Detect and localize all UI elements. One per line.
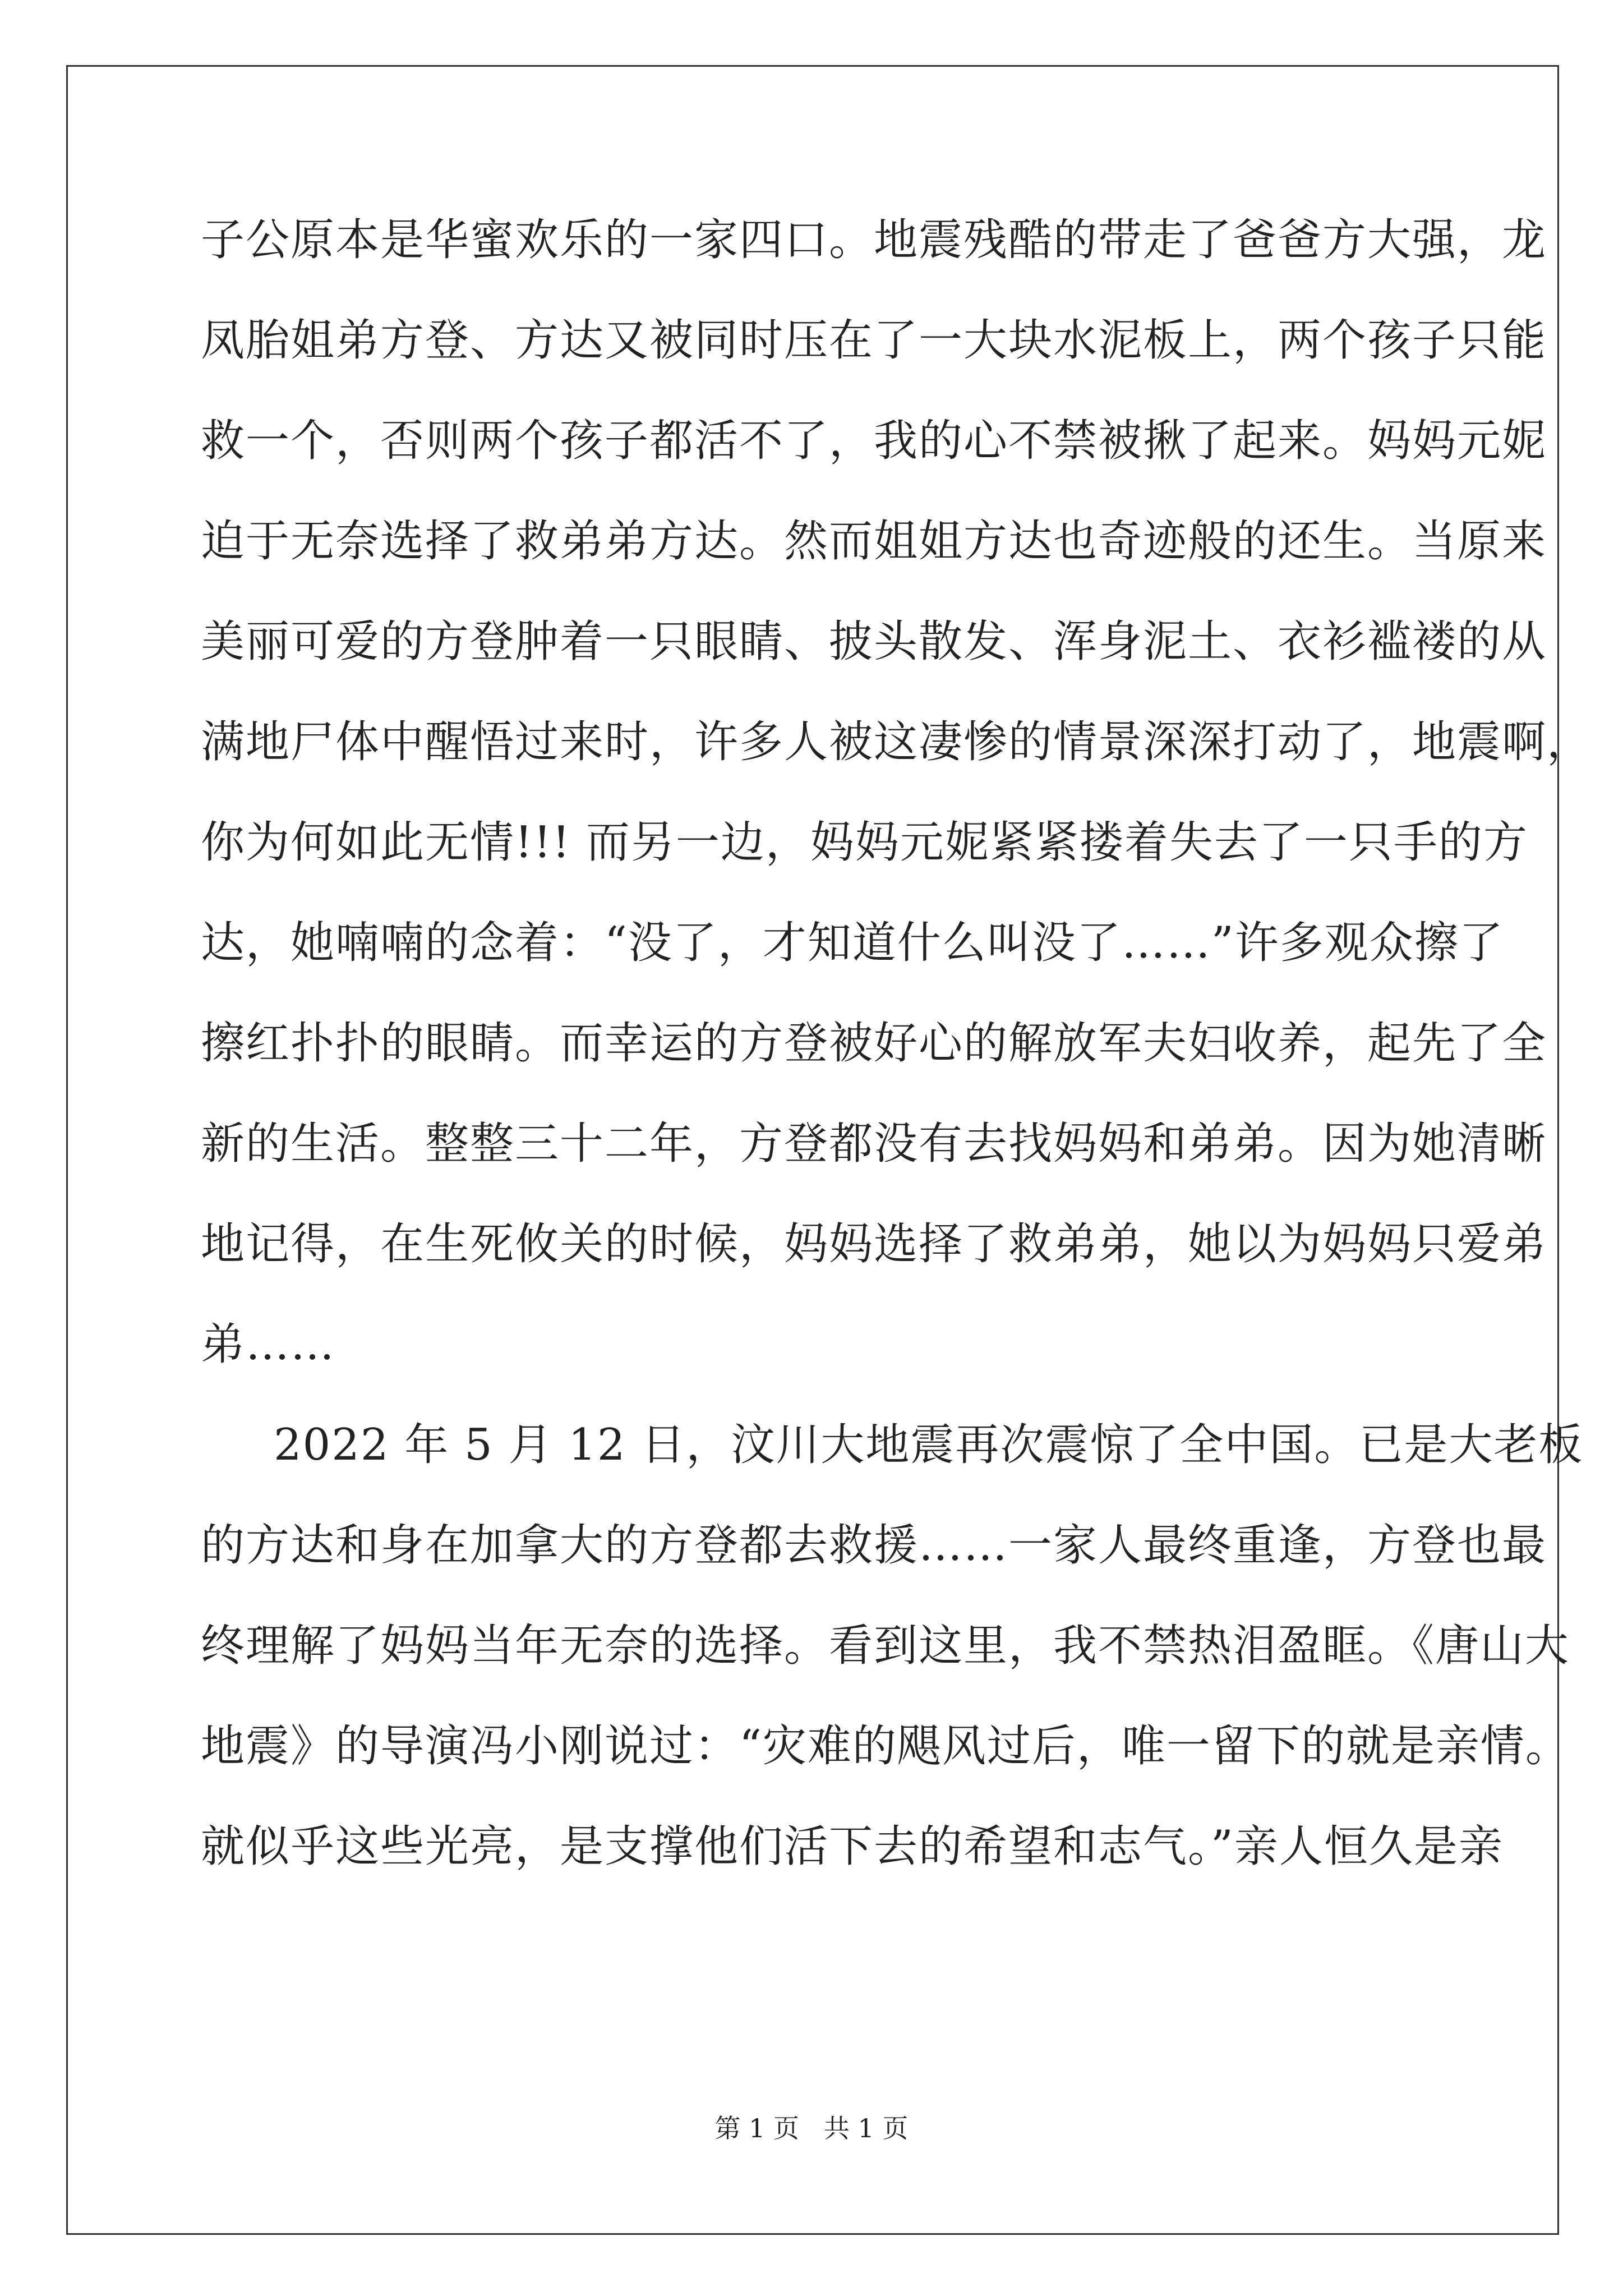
text-line: 擦红扑扑的眼睛。而幸运的方登被好心的解放军夫妇收养，起先了全: [201, 1018, 1547, 1069]
text-line: 新的生活。整整三十二年，方登都没有去找妈妈和弟弟。因为她清晰: [201, 1119, 1547, 1169]
text-line: 子公原本是华蜜欢乐的一家四口。地震残酷的带走了爸爸方大强，龙: [201, 215, 1547, 265]
text-line: 救一个，否则两个孩子都活不了，我的心不禁被揪了起来。妈妈元妮: [201, 416, 1547, 466]
text-line: 弟……: [201, 1319, 336, 1370]
text-line: 就似乎这些光亮，是支撑他们活下去的希望和志气。”亲人恒久是亲: [201, 1821, 1504, 1872]
text-line: 达，她喃喃的念着：“没了，才知道什么叫没了……”许多观众擦了: [201, 918, 1504, 968]
text-line: 美丽可爱的方登肿着一只眼睛、披头散发、浑身泥土、衣衫褴褛的从: [201, 616, 1547, 667]
text-line: 地记得，在生死攸关的时候，妈妈选择了救弟弟，她以为妈妈只爱弟: [201, 1219, 1547, 1269]
text-line: 地震》的导演冯小刚说过：“灾难的飓风过后，唯一留下的就是亲情。: [201, 1721, 1570, 1772]
text-line: 你为何如此无情!!! 而另一边，妈妈元妮紧紧搂着失去了一只手的方: [201, 817, 1528, 868]
text-line: 迫于无奈选择了救弟弟方达。然而姐姐方达也奇迹般的还生。当原来: [201, 516, 1547, 567]
text-line: 满地尸体中醒悟过来时，许多人被这凄惨的情景深深打动了，地震啊，: [201, 717, 1592, 767]
text-line: 的方达和身在加拿大的方登都去救援……一家人最终重逢，方登也最: [201, 1520, 1547, 1571]
text-line: 2022 年 5 月 12 日，汶川大地震再次震惊了全中国。已是大老板: [274, 1420, 1584, 1470]
text-line: 终理解了妈妈当年无奈的选择。看到这里，我不禁热泪盈眶。《唐山大: [201, 1621, 1570, 1671]
text-line: 凤胎姐弟方登、方达又被同时压在了一大块水泥板上，两个孩子只能: [201, 315, 1547, 366]
page-number-footer: 第 1 页 共 1 页: [714, 2113, 909, 2143]
